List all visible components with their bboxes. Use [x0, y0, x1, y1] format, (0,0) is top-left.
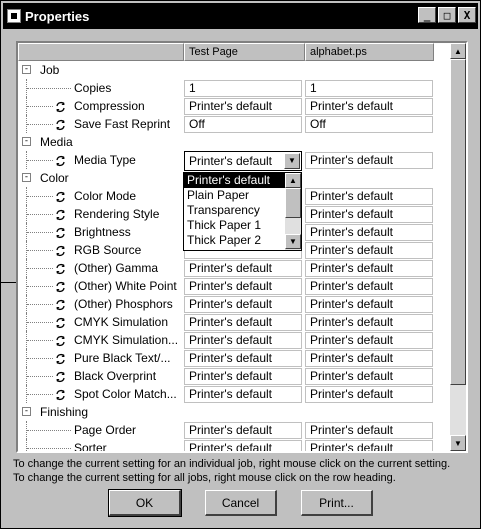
setting-label: Copies	[74, 81, 112, 95]
refresh-icon	[54, 154, 67, 166]
setting-label: Page Order	[74, 423, 137, 437]
tree-line	[27, 88, 71, 89]
row-heading[interactable]	[18, 421, 184, 439]
help-text	[13, 457, 450, 485]
tree-line	[27, 376, 53, 377]
refresh-icon	[54, 334, 67, 346]
dropdown-scroll-thumb[interactable]	[285, 188, 301, 218]
table-row[interactable]	[18, 439, 450, 453]
table-row[interactable]	[18, 367, 450, 385]
group-row[interactable]	[18, 403, 450, 421]
table-row[interactable]	[18, 79, 450, 97]
test-page-value[interactable]: Printer's default	[184, 260, 302, 277]
table-row[interactable]	[18, 97, 450, 115]
row-heading[interactable]	[18, 169, 184, 187]
refresh-icon	[54, 118, 67, 130]
test-page-value[interactable]: Printer's default	[184, 422, 302, 439]
refresh-icon	[54, 262, 67, 274]
alphabet-value[interactable]: Off	[305, 116, 433, 133]
test-page-value[interactable]: Printer's default	[184, 386, 302, 403]
setting-label: Spot Color Match...	[74, 387, 177, 401]
table-row[interactable]	[18, 385, 450, 403]
dropdown-option[interactable]: Transparency	[187, 203, 260, 217]
setting-label: RGB Source	[74, 243, 142, 257]
refresh-icon	[54, 388, 67, 400]
tree-line	[27, 232, 53, 233]
test-page-value[interactable]: 1	[184, 80, 302, 97]
tree-line	[27, 286, 53, 287]
row-heading[interactable]	[18, 295, 184, 313]
setting-label: Media Type	[74, 153, 136, 167]
refresh-icon	[54, 100, 67, 112]
hint-line-1: To change the current setting for an individual job, right mouse click on the current setting.	[13, 458, 451, 470]
row-heading[interactable]	[18, 439, 184, 453]
setting-label: Black Overprint	[74, 369, 157, 383]
dialog-buttons	[1, 490, 480, 516]
title-bar[interactable]	[3, 3, 478, 29]
tree-line	[27, 430, 71, 431]
test-page-value[interactable]: Printer's default	[184, 296, 302, 313]
window-title: Properties	[25, 8, 90, 24]
media-type-dropdown-list[interactable]	[183, 172, 302, 251]
print-button[interactable]: Print...	[301, 490, 373, 516]
alphabet-value[interactable]: Printer's default	[305, 422, 433, 439]
setting-label: Compression	[74, 99, 145, 113]
tree-line	[27, 394, 53, 395]
alphabet-value[interactable]: 1	[305, 80, 433, 97]
refresh-icon	[54, 316, 67, 328]
refresh-icon	[54, 208, 67, 220]
collapse-icon[interactable]: -	[23, 136, 30, 146]
maximize-button[interactable]: □	[438, 7, 456, 23]
tree-line	[27, 268, 53, 269]
table-row[interactable]	[18, 295, 450, 313]
collapse-icon[interactable]: -	[23, 172, 30, 182]
row-heading[interactable]	[18, 151, 184, 169]
alphabet-value[interactable]: Printer's default	[305, 314, 433, 331]
row-heading[interactable]	[18, 241, 184, 259]
setting-label: CMYK Simulation...	[74, 333, 179, 347]
group-label: Color	[40, 171, 69, 185]
alphabet-value[interactable]: Printer's default	[305, 332, 433, 349]
row-heading[interactable]	[18, 313, 184, 331]
dropdown-scrollbar[interactable]	[285, 173, 301, 250]
scroll-up-icon[interactable]: ▲	[285, 173, 301, 188]
minimize-button[interactable]: _	[418, 7, 436, 23]
alphabet-value[interactable]: Printer's default	[305, 224, 433, 241]
alphabet-value[interactable]: Printer's default	[305, 98, 433, 115]
test-page-value[interactable]: Printer's default	[184, 368, 302, 385]
tree-line	[27, 322, 53, 323]
grid-scrollbar[interactable]	[450, 43, 466, 451]
refresh-icon	[54, 352, 67, 364]
alphabet-value[interactable]: Printer's default	[305, 242, 433, 259]
group-row[interactable]	[18, 61, 450, 79]
scroll-up-icon[interactable]: ▲	[450, 43, 466, 59]
row-heading[interactable]	[18, 97, 184, 115]
setting-label: Sorter	[74, 441, 107, 453]
tree-line	[27, 214, 53, 215]
test-page-value[interactable]: Printer's default	[184, 332, 302, 349]
group-label: Job	[40, 63, 60, 77]
scroll-down-icon[interactable]: ▼	[450, 435, 466, 451]
callout-line	[1, 282, 17, 283]
chevron-down-icon[interactable]: ▼	[284, 153, 300, 169]
table-row[interactable]	[18, 349, 450, 367]
table-row[interactable]	[18, 331, 450, 349]
test-page-value[interactable]: Printer's default	[184, 440, 302, 453]
alphabet-value[interactable]: Printer's default	[305, 386, 433, 403]
media-type-combo[interactable]	[184, 151, 302, 171]
tree-line	[27, 250, 53, 251]
row-heading[interactable]	[18, 367, 184, 385]
group-label: Media	[40, 135, 73, 149]
row-heading[interactable]	[18, 331, 184, 349]
grid-scroll-thumb[interactable]	[450, 59, 466, 385]
refresh-icon	[54, 226, 67, 238]
row-heading[interactable]	[18, 349, 184, 367]
printer-app-icon	[7, 9, 21, 23]
collapse-icon[interactable]: -	[23, 64, 30, 74]
test-page-value[interactable]: Printer's default	[184, 350, 302, 367]
dropdown-option[interactable]: Printer's default	[184, 173, 285, 188]
test-page-value[interactable]: Off	[184, 116, 302, 133]
setting-label: (Other) Phosphors	[74, 297, 173, 311]
scroll-down-icon[interactable]: ▼	[285, 234, 301, 249]
refresh-icon	[54, 190, 67, 202]
test-page-value[interactable]: Printer's default	[184, 314, 302, 331]
table-row[interactable]	[18, 277, 450, 295]
cancel-button[interactable]: Cancel	[205, 490, 277, 516]
refresh-icon	[54, 370, 67, 382]
alphabet-value[interactable]: Printer's default	[305, 152, 433, 169]
properties-grid	[16, 41, 468, 453]
row-heading[interactable]	[18, 277, 184, 295]
group-row[interactable]	[18, 133, 450, 151]
alphabet-value[interactable]: Printer's default	[305, 440, 433, 453]
row-heading[interactable]	[18, 133, 184, 151]
alphabet-value[interactable]: Printer's default	[305, 260, 433, 277]
tree-line	[27, 160, 53, 161]
tree-line	[26, 439, 27, 453]
setting-label: Brightness	[74, 225, 131, 239]
row-heading[interactable]	[18, 79, 184, 97]
tree-line	[27, 358, 53, 359]
alphabet-value[interactable]: Printer's default	[305, 368, 433, 385]
dropdown-option[interactable]: Thick Paper 2	[187, 233, 262, 247]
tree-line	[27, 106, 53, 107]
table-row[interactable]	[18, 259, 450, 277]
row-heading[interactable]	[18, 223, 184, 241]
table-row[interactable]	[18, 421, 450, 439]
dropdown-option[interactable]: Plain Paper	[187, 188, 250, 202]
alphabet-value[interactable]: Printer's default	[305, 206, 433, 223]
grid-rows	[18, 61, 450, 453]
setting-label: (Other) White Point	[74, 279, 177, 293]
refresh-icon	[54, 298, 67, 310]
tree-line	[27, 340, 53, 341]
setting-label: (Other) Gamma	[74, 261, 159, 275]
setting-label: Rendering Style	[74, 207, 160, 221]
collapse-icon[interactable]: -	[23, 406, 30, 416]
row-heading[interactable]	[18, 187, 184, 205]
alphabet-value[interactable]: Printer's default	[305, 278, 433, 295]
row-heading[interactable]	[18, 205, 184, 223]
row-heading[interactable]	[18, 259, 184, 277]
alphabet-value[interactable]: Printer's default	[305, 188, 433, 205]
tree-line	[27, 196, 53, 197]
grid-inner	[18, 43, 450, 451]
table-row[interactable]	[18, 313, 450, 331]
close-button[interactable]: X	[458, 7, 476, 23]
tree-line	[27, 124, 53, 125]
group-label: Finishing	[40, 405, 89, 419]
hint-line-2: To change the current setting for all jobs, right mouse click on the row heading.	[13, 472, 396, 484]
row-heading[interactable]	[18, 403, 184, 421]
refresh-icon	[54, 280, 67, 292]
combo-value: Printer's default	[189, 154, 272, 168]
row-heading[interactable]	[18, 385, 184, 403]
refresh-icon	[54, 244, 67, 256]
ok-button[interactable]: OK	[109, 490, 181, 516]
grid-header	[18, 43, 450, 61]
test-page-value[interactable]: Printer's default	[184, 98, 302, 115]
setting-label: CMYK Simulation	[74, 315, 169, 329]
setting-label: Pure Black Text/...	[74, 351, 171, 365]
header-alphabet-ps[interactable]: alphabet.ps	[305, 43, 434, 61]
alphabet-value[interactable]: Printer's default	[305, 350, 433, 367]
alphabet-value[interactable]: Printer's default	[305, 296, 433, 313]
test-page-value[interactable]: Printer's default	[184, 278, 302, 295]
setting-label: Color Mode	[74, 189, 137, 203]
header-test-page[interactable]: Test Page	[184, 43, 305, 61]
row-heading[interactable]	[18, 115, 184, 133]
dropdown-option[interactable]: Thick Paper 1	[187, 218, 262, 232]
header-blank[interactable]	[18, 43, 184, 61]
tree-line	[27, 448, 71, 449]
setting-label: Save Fast Reprint	[74, 117, 171, 131]
table-row[interactable]	[18, 115, 450, 133]
title-buttons	[416, 7, 476, 23]
tree-line	[27, 304, 53, 305]
row-heading[interactable]	[18, 61, 184, 79]
